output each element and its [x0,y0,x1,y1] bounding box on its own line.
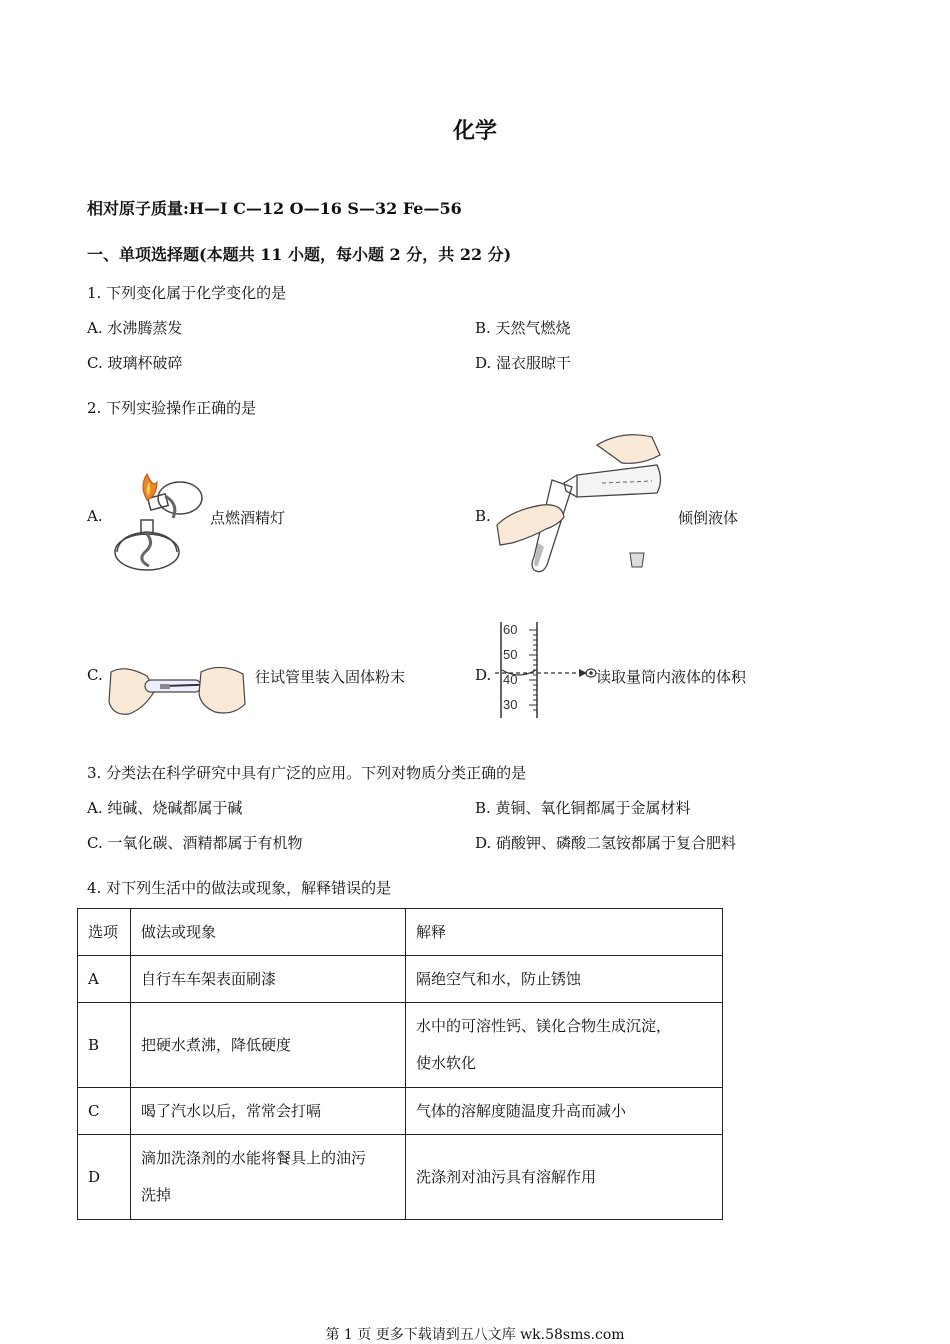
q3-stem: 3. 分类法在科学研究中具有广泛的应用。下列对物质分类正确的是 [87,764,527,782]
table-row [78,956,723,1003]
table-row [78,1135,723,1220]
q2-stem: 2. 下列实验操作正确的是 [87,399,257,417]
row-d-option: D [78,1135,131,1220]
cylinder-tick-40: 40 [503,672,518,687]
q2-option-c-text: 往试管里装入固体粉末 [255,668,406,686]
page-footer: 第 1 页 更多下载请到五八文库 wk.58sms.com [325,1327,625,1343]
row-d-practice [131,1135,406,1220]
q2-option-d-label: D. [475,666,492,684]
cylinder-tick-60: 60 [503,622,518,637]
row-d-practice-line-2: 洗掉 [141,1186,172,1204]
page-title: 化学 [452,118,497,144]
table-header-row [78,909,723,956]
row-c-option: C [78,1088,131,1135]
q3-option-d: D. 硝酸钾、磷酸二氢铵都属于复合肥料 [475,834,737,852]
row-a-explanation: 隔绝空气和水，防止锈蚀 [406,956,723,1003]
row-d-practice-line-1: 滴加洗涤剂的水能将餐具上的油污 [141,1149,367,1167]
q1-option-b: B. 天然气燃烧 [475,319,571,337]
row-d-explanation: 洗涤剂对油污具有溶解作用 [406,1135,723,1220]
header-practice: 做法或现象 [131,909,406,956]
graduated-cylinder-illustration [493,618,598,720]
header-explanation: 解释 [406,909,723,956]
q1-option-d: D. 湿衣服晾干 [475,354,572,372]
row-c-practice: 喝了汽水以后，常常会打嗝 [131,1088,406,1135]
header-option: 选项 [78,909,131,956]
row-b-option: B [78,1003,131,1088]
q2-option-a-text: 点燃酒精灯 [210,509,286,527]
q2-option-b-text: 倾倒液体 [678,509,739,527]
row-b-explanation-line-2: 使水软化 [416,1054,477,1072]
row-c-explanation: 气体的溶解度随温度升高而减小 [406,1088,723,1135]
row-b-explanation-line-1: 水中的可溶性钙、镁化合物生成沉淀， [416,1017,672,1035]
table-row [78,1088,723,1135]
pouring-liquid-illustration [492,425,672,580]
section-heading: 一、单项选择题(本题共 11 小题，每小题 2 分，共 22 分) [87,245,512,264]
q3-option-b: B. 黄铜、氧化铜都属于金属材料 [475,799,691,817]
q4-table [77,908,723,1220]
q4-stem: 4. 对下列生活中的做法或现象，解释错误的是 [87,879,392,897]
q2-option-b-label: B. [475,507,491,525]
row-b-explanation [406,1003,723,1088]
row-b-practice: 把硬水煮沸，降低硬度 [131,1003,406,1088]
q2-option-d-text: 读取量筒内液体的体积 [596,668,747,686]
q2-option-a-label: A. [87,507,103,525]
q1-option-a: A. 水沸腾蒸发 [87,319,183,337]
q3-option-c: C. 一氧化碳、酒精都属于有机物 [87,834,303,852]
cylinder-tick-50: 50 [503,647,518,662]
q1-stem: 1. 下列变化属于化学变化的是 [87,284,287,302]
row-a-practice: 自行车车架表面刷漆 [131,956,406,1003]
q1-option-c: C. 玻璃杯破碎 [87,354,183,372]
q3-option-a: A. 纯碱、烧碱都属于碱 [87,799,243,817]
powder-into-test-tube-illustration [105,658,250,720]
q2-option-c-label: C. [87,666,103,684]
alcohol-lamp-illustration [105,468,210,578]
table-row [78,1003,723,1088]
cylinder-tick-30: 30 [503,697,518,712]
atomic-mass-line: 相对原子质量:H—I C—12 O—16 S—32 Fe—56 [87,199,462,218]
row-a-option: A [78,956,131,1003]
